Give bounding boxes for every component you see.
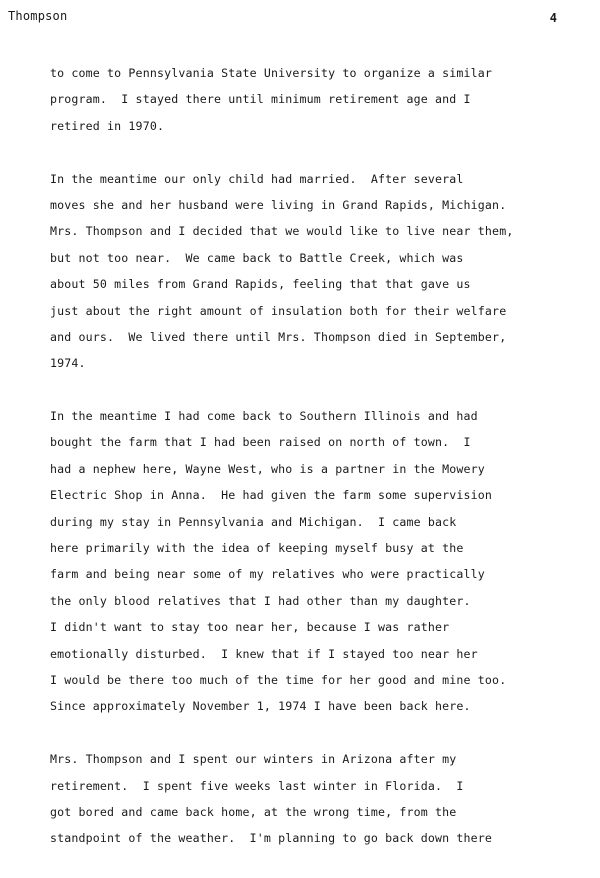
text-line: just about the right amount of insulation both for their welfare	[50, 303, 507, 318]
text-line: Mrs. Thompson and I spent our winters in Arizona after my	[50, 752, 457, 767]
paragraph-2	[50, 166, 580, 377]
text-line: farm and being near some of my relatives who were practically	[50, 567, 485, 582]
text-line: emotionally disturbed. I knew that if I stayed too near her	[50, 646, 478, 661]
text-line: retired in 1970.	[50, 118, 165, 133]
text-line: about 50 miles from Grand Rapids, feeling that that gave us	[50, 277, 471, 292]
text-line: the only blood relatives that I had other than my daughter.	[50, 593, 471, 608]
paragraph-3	[50, 403, 580, 720]
text-line: retirement. I spent five weeks last winter in Florida. I	[50, 778, 464, 793]
page-number: 4	[549, 11, 557, 25]
text-line: got bored and came back home, at the wrong time, from the	[50, 804, 457, 819]
text-line: but not too near. We came back to Battle Creek, which was	[50, 250, 464, 265]
paragraph-1	[50, 60, 580, 139]
paragraph-4	[50, 746, 580, 852]
text-line: In the meantime our only child had married. After several	[50, 171, 464, 186]
text-line: during my stay in Pennsylvania and Michigan. I came back	[50, 514, 457, 529]
text-line: In the meantime I had come back to Southern Illinois and had	[50, 409, 478, 424]
text-line: 1974.	[50, 356, 86, 371]
header-name: Thompson	[8, 9, 68, 23]
text-line: I would be there too much of the time for her good and mine too.	[50, 672, 507, 687]
text-line: I didn't want to stay too near her, because I was rather	[50, 620, 450, 635]
text-line: moves she and her husband were living in Grand Rapids, Michigan.	[50, 197, 507, 212]
body-text	[50, 60, 580, 878]
text-line: standpoint of the weather. I'm planning to go back down there	[50, 831, 493, 846]
text-line: Electric Shop in Anna. He had given the farm some supervision	[50, 488, 493, 503]
text-line: to come to Pennsylvania State University to organize a similar	[50, 66, 493, 80]
text-line: bought the farm that I had been raised on north of town. I	[50, 435, 471, 450]
text-line: program. I stayed there until minimum retirement age and I	[50, 92, 471, 107]
text-line: Since approximately November 1, 1974 I have been back here.	[50, 699, 471, 714]
text-line: had a nephew here, Wayne West, who is a partner in the Mowery	[50, 461, 485, 476]
text-line: here primarily with the idea of keeping myself busy at the	[50, 541, 464, 556]
text-line: and ours. We lived there until Mrs. Thompson died in September,	[50, 329, 507, 344]
text-line: Mrs. Thompson and I decided that we would like to live near them,	[50, 224, 514, 239]
